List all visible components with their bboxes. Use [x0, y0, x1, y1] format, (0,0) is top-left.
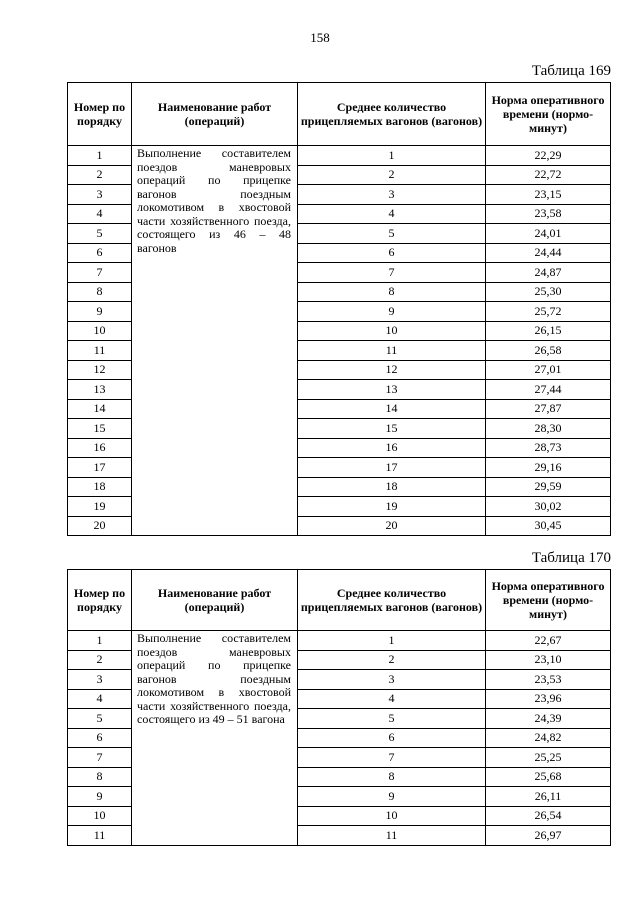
row-number: 7	[68, 263, 132, 283]
norm-minutes: 25,25	[486, 748, 611, 768]
row-number: 3	[68, 185, 132, 205]
norm-minutes: 24,01	[486, 224, 611, 244]
norm-minutes: 22,72	[486, 165, 611, 185]
avg-wagons: 17	[298, 458, 486, 478]
avg-wagons: 10	[298, 321, 486, 341]
avg-wagons: 2	[298, 650, 486, 670]
avg-wagons: 2	[298, 165, 486, 185]
norm-minutes: 26,58	[486, 341, 611, 361]
operation-description: Выполнение составителем поездов маневровых операций по прицепке вагонов поездным локомотивом в хвостовой части хозяйственного поезда, состоящего из 49 – 51 вагона	[132, 631, 298, 846]
norm-minutes: 30,02	[486, 497, 611, 517]
avg-wagons: 3	[298, 670, 486, 690]
norm-minutes: 28,30	[486, 419, 611, 439]
norm-minutes: 26,54	[486, 806, 611, 826]
norm-minutes: 23,53	[486, 670, 611, 690]
header-avg: Среднее количество прицепляемых вагонов (вагонов)	[298, 570, 486, 631]
row-number: 16	[68, 438, 132, 458]
avg-wagons: 11	[298, 341, 486, 361]
avg-wagons: 12	[298, 360, 486, 380]
table-row	[68, 146, 611, 166]
row-number: 4	[68, 689, 132, 709]
row-number: 17	[68, 458, 132, 478]
norm-minutes: 22,29	[486, 146, 611, 166]
avg-wagons: 18	[298, 477, 486, 497]
row-number: 11	[68, 341, 132, 361]
norm-minutes: 26,11	[486, 787, 611, 807]
row-number: 10	[68, 321, 132, 341]
norm-minutes: 25,30	[486, 282, 611, 302]
row-number: 11	[68, 826, 132, 846]
row-number: 19	[68, 497, 132, 517]
row-number: 5	[68, 709, 132, 729]
norm-minutes: 29,16	[486, 458, 611, 478]
norm-minutes: 24,87	[486, 263, 611, 283]
header-avg: Среднее количество прицепляемых вагонов (вагонов)	[298, 83, 486, 146]
avg-wagons: 20	[298, 516, 486, 536]
avg-wagons: 10	[298, 806, 486, 826]
norm-minutes: 24,44	[486, 243, 611, 263]
norm-minutes: 30,45	[486, 516, 611, 536]
norm-minutes: 27,44	[486, 380, 611, 400]
table-row	[68, 631, 611, 651]
norm-minutes: 23,10	[486, 650, 611, 670]
header-num: Номер по порядку	[68, 83, 132, 146]
row-number: 14	[68, 399, 132, 419]
avg-wagons: 11	[298, 826, 486, 846]
norm-minutes: 27,87	[486, 399, 611, 419]
row-number: 6	[68, 728, 132, 748]
row-number: 8	[68, 282, 132, 302]
avg-wagons: 1	[298, 631, 486, 651]
row-number: 1	[68, 631, 132, 651]
row-number: 2	[68, 165, 132, 185]
table-170-caption: Таблица 170	[531, 550, 611, 566]
norm-minutes: 24,39	[486, 709, 611, 729]
row-number: 15	[68, 419, 132, 439]
avg-wagons: 8	[298, 282, 486, 302]
page-number: 158	[310, 30, 330, 45]
avg-wagons: 5	[298, 709, 486, 729]
row-number: 1	[68, 146, 132, 166]
row-number: 12	[68, 360, 132, 380]
avg-wagons: 16	[298, 438, 486, 458]
row-number: 8	[68, 767, 132, 787]
avg-wagons: 1	[298, 146, 486, 166]
avg-wagons: 14	[298, 399, 486, 419]
avg-wagons: 9	[298, 302, 486, 322]
row-number: 6	[68, 243, 132, 263]
avg-wagons: 15	[298, 419, 486, 439]
avg-wagons: 4	[298, 204, 486, 224]
avg-wagons: 13	[298, 380, 486, 400]
row-number: 20	[68, 516, 132, 536]
avg-wagons: 4	[298, 689, 486, 709]
header-norm: Норма оперативного времени (нормо-минут)	[486, 83, 611, 146]
row-number: 10	[68, 806, 132, 826]
operation-description: Выполнение составителем поездов маневровых операций по прицепке вагонов поездным локомотивом в хвостовой части хозяйственного поезда, состоящего из 46 – 48 вагонов	[132, 146, 298, 536]
norm-minutes: 26,15	[486, 321, 611, 341]
avg-wagons: 7	[298, 263, 486, 283]
row-number: 9	[68, 302, 132, 322]
table-169-caption: Таблица 169	[531, 63, 611, 79]
norms-table-169	[67, 82, 611, 536]
header-name: Наименование работ (операций)	[132, 570, 298, 631]
row-number: 13	[68, 380, 132, 400]
norm-minutes: 23,58	[486, 204, 611, 224]
avg-wagons: 5	[298, 224, 486, 244]
norm-minutes: 24,82	[486, 728, 611, 748]
header-norm: Норма оперативного времени (нормо-минут)	[486, 570, 611, 631]
norm-minutes: 28,73	[486, 438, 611, 458]
norm-minutes: 25,72	[486, 302, 611, 322]
row-number: 3	[68, 670, 132, 690]
row-number: 18	[68, 477, 132, 497]
norm-minutes: 26,97	[486, 826, 611, 846]
avg-wagons: 6	[298, 243, 486, 263]
avg-wagons: 7	[298, 748, 486, 768]
row-number: 2	[68, 650, 132, 670]
row-number: 7	[68, 748, 132, 768]
header-name: Наименование работ (операций)	[132, 83, 298, 146]
norm-minutes: 23,15	[486, 185, 611, 205]
avg-wagons: 8	[298, 767, 486, 787]
avg-wagons: 3	[298, 185, 486, 205]
norm-minutes: 27,01	[486, 360, 611, 380]
row-number: 9	[68, 787, 132, 807]
avg-wagons: 6	[298, 728, 486, 748]
avg-wagons: 19	[298, 497, 486, 517]
header-num: Номер по порядку	[68, 570, 132, 631]
avg-wagons: 9	[298, 787, 486, 807]
norm-minutes: 25,68	[486, 767, 611, 787]
norm-minutes: 29,59	[486, 477, 611, 497]
norms-table-170	[67, 569, 611, 846]
norm-minutes: 23,96	[486, 689, 611, 709]
row-number: 5	[68, 224, 132, 244]
row-number: 4	[68, 204, 132, 224]
norm-minutes: 22,67	[486, 631, 611, 651]
